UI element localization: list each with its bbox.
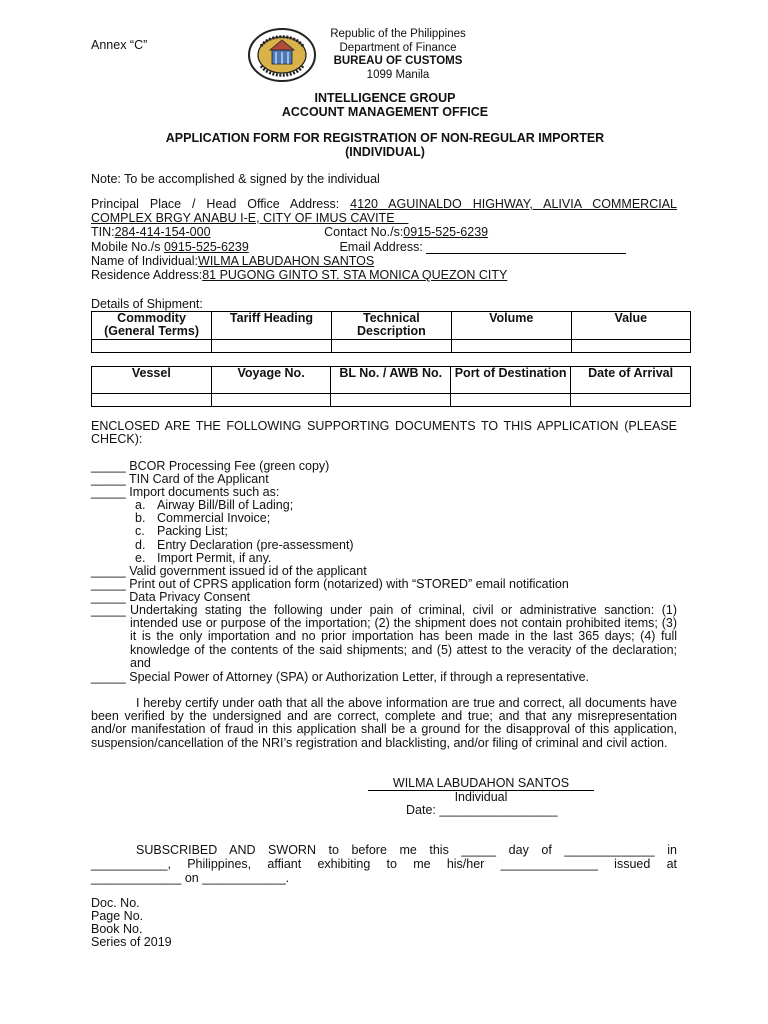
mobile-value[interactable]: 0915-525-6239 [163, 240, 249, 254]
name-value[interactable]: WILMA LABUDAHON SANTOS [198, 254, 375, 268]
mobile-label: Mobile No./s [91, 240, 161, 254]
cell-voyage[interactable] [211, 394, 331, 407]
sub-item-e: e. Import Permit, if any. [135, 551, 272, 565]
cell-value[interactable] [571, 340, 690, 353]
address-row-2 [91, 211, 677, 225]
header-republic: Republic of the Philippines [330, 28, 466, 40]
form-title [100, 132, 670, 159]
bureau-of-customs-seal [247, 28, 317, 82]
tin-value[interactable]: 284-414-154-000 [114, 225, 211, 239]
series: Series of 2019 [91, 935, 172, 949]
header-date: Date of Arrival [571, 367, 691, 394]
check-item-import[interactable]: _____ Import documents such as: [91, 485, 280, 499]
signature-role: Individual [454, 790, 508, 804]
signature-date[interactable]: Date: _________________ [406, 803, 558, 817]
contact-value[interactable]: 0915-525-6239 [403, 225, 489, 239]
header-vessel: Vessel [92, 367, 212, 394]
tin-row [91, 225, 677, 239]
check-item-valid-id[interactable]: _____ Valid government issued id of the applicant [91, 564, 367, 578]
header-value: Value [571, 312, 690, 340]
header-voyage: Voyage No. [211, 367, 331, 394]
header-volume: Volume [451, 312, 571, 340]
name-row [91, 254, 677, 268]
office-name: ACCOUNT MANAGEMENT OFFICE [281, 104, 489, 119]
check-item-bcor[interactable]: _____ BCOR Processing Fee (green copy) [91, 459, 330, 473]
address-label: Principal Place / Head Office Address: [91, 197, 340, 211]
residence-label: Residence Address: [91, 268, 203, 282]
cell-vessel[interactable] [92, 394, 212, 407]
note: Note: To be accomplished & signed by the individual [91, 172, 380, 186]
sub-item-d: d. Entry Declaration (pre-assessment) [135, 538, 354, 552]
sworn-line3: _____________ on ____________. [91, 871, 290, 885]
header-bl: BL No. / AWB No. [331, 367, 451, 394]
office-group: INTELLIGENCE GROUP [314, 91, 456, 105]
check-item-undertaking: Undertaking stating the following under pain of criminal, civil or administrative sanction: (1) intended use or purpose of the importation; (2) the shipment does not contain prohibited items; (3) it is the only importation and no prior importation has been made in the last 365 days; (4) full knowledge of the contents of the said shipments; and (5) attest to the veracity of the declaration; and [130, 603, 677, 670]
check-item-undertaking-blank[interactable]: _____ [91, 603, 126, 617]
header-tariff: Tariff Heading [212, 312, 332, 340]
form-title-line2: (INDIVIDUAL) [345, 144, 425, 159]
header-department: Department of Finance [339, 41, 457, 54]
header-bureau: BUREAU OF CUSTOMS [333, 55, 463, 67]
header-manila: 1099 Manila [366, 68, 430, 81]
sub-item-b: b. Commercial Invoice; [135, 511, 271, 525]
header-technical: Technical Description [331, 312, 451, 340]
cell-tariff[interactable] [212, 340, 332, 353]
name-label: Name of Individual: [91, 254, 199, 268]
form-title-line1: APPLICATION FORM FOR REGISTRATION OF NON-REGULAR IMPORTER [165, 131, 605, 145]
check-item-cprs[interactable]: _____ Print out of CPRS application form (notarized) with “STORED” email notification [91, 577, 569, 591]
sub-item-a: a. Airway Bill/Bill of Lading; [135, 498, 294, 512]
doc-no: Doc. No. [91, 896, 140, 910]
cell-commodity[interactable] [92, 340, 212, 353]
contact-label: Contact No./s: [324, 225, 404, 239]
tin-label: TIN: [91, 225, 115, 239]
shipment-label: Details of Shipment: [91, 297, 203, 311]
annex-label: Annex “C” [91, 38, 148, 52]
enclosed-heading: ENCLOSED ARE THE FOLLOWING SUPPORTING DOCUMENTS TO THIS APPLICATION (PLEASE CHECK): [91, 419, 677, 447]
residence-row [91, 268, 677, 282]
certification-paragraph: I hereby certify under oath that all the above information are true and correct, all documents have been verified by the undersigned and are correct, complete and true; and that any misrepresentation and/or manifestation of fraud in this application shall be a ground for the disapproval of this application, suspension/cancellation of the NRI’s registration and blacklisting, and/or filing of criminal and civil action. [91, 696, 677, 750]
email-label: Email Address: [339, 240, 423, 254]
office-heading [180, 92, 590, 119]
page-no: Page No. [91, 909, 144, 923]
sworn-line1: SUBSCRIBED AND SWORN to before me this _____ day of _____________ in [136, 843, 677, 857]
check-item-spa[interactable]: _____ Special Power of Attorney (SPA) or Authorization Letter, if through a representative. [91, 670, 589, 684]
cell-technical[interactable] [331, 340, 451, 353]
header-commodity: Commodity (General Terms) [92, 312, 212, 340]
email-value[interactable] [426, 241, 626, 254]
cell-date[interactable] [571, 394, 691, 407]
mobile-row [91, 240, 677, 254]
check-item-tin[interactable]: _____ TIN Card of the Applicant [91, 472, 269, 486]
book-no: Book No. [91, 922, 143, 936]
cell-bl[interactable] [331, 394, 451, 407]
signature-name: WILMA LABUDAHON SANTOS [368, 777, 594, 791]
address-row [91, 197, 677, 211]
address-value-line1[interactable]: 4120 AGUINALDO HIGHWAY, ALIVIA COMMERCIAL [350, 197, 677, 211]
agency-header [318, 28, 478, 82]
cell-port[interactable] [451, 394, 571, 407]
cell-volume[interactable] [451, 340, 571, 353]
check-item-privacy[interactable]: _____ Data Privacy Consent [91, 590, 251, 604]
address-value-line2[interactable]: COMPLEX BRGY ANABU I-E, CITY OF IMUS CAVITE [91, 211, 395, 225]
header-port: Port of Destination [451, 367, 571, 394]
shipment-table [91, 311, 691, 353]
sub-item-c: c. Packing List; [135, 524, 228, 538]
residence-value[interactable]: 81 PUGONG GINTO ST. STA MONICA QUEZON CITY [202, 268, 508, 282]
vessel-table [91, 366, 691, 407]
sworn-line2: ___________, Philippines, affiant exhibiting to me his/her ______________ issued at [91, 857, 677, 871]
